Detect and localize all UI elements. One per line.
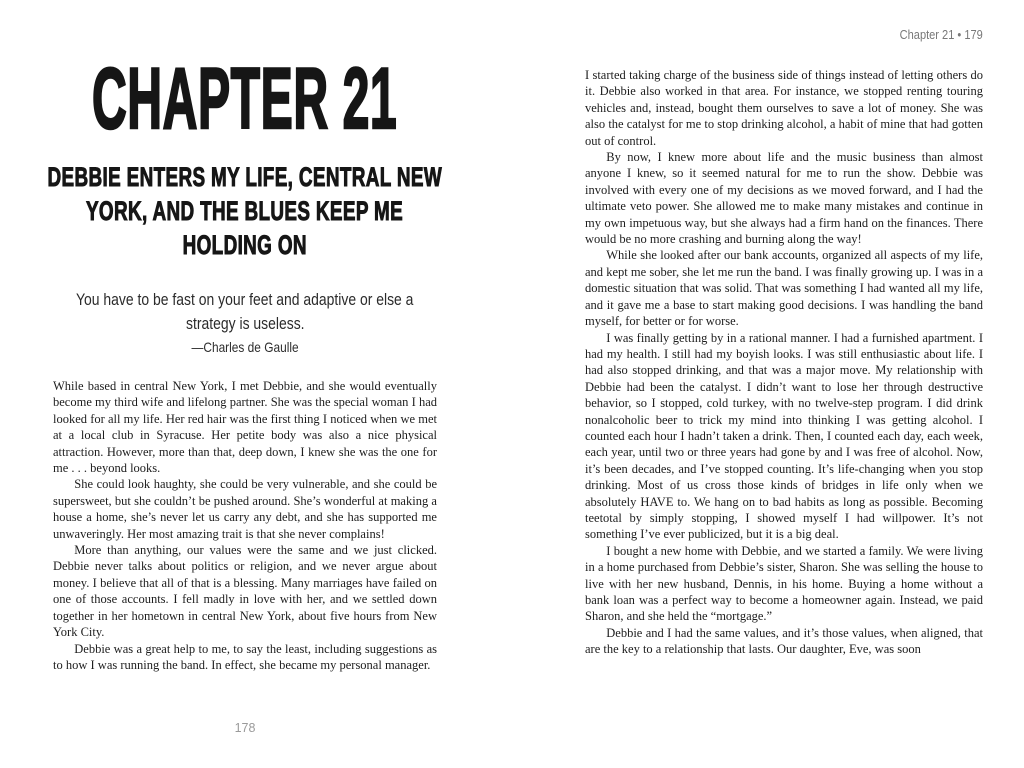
body-paragraph: While based in central New York, I met Debbie, and she would eventually become my third wife and lifelong partner. She was the special woman I had looked for all my life. Her red hair was the first thing I noticed when we met at a local club in Syracuse. Her petite body was also a nice physical attraction. However, more than that, deep down, I knew she was the one for me . . . beyond looks. <box>53 379 437 476</box>
running-header: Chapter 21 • 179 <box>899 27 983 42</box>
chapter-subtitle-line: YORK, AND THE BLUES KEEP ME <box>86 196 404 226</box>
body-paragraph: Debbie was a great help to me, to say the least, including suggestions as to how I was running the band. In effect, she became my personal manager. <box>53 641 437 672</box>
right-page-body <box>585 67 983 658</box>
body-paragraph: She could look haughty, she could be very vulnerable, and she could be supersweet, but she couldn’t be pushed around. She’s wonderful at making a house a home, she’s never let us carry any debt, and she has supported me unwaveringly. Her most amazing trait is that she never complains! <box>53 477 437 541</box>
body-paragraph: I bought a new home with Debbie, and we started a family. We were living in a home purchased from Debbie’s sister, Sharon. She was selling the house to live with her new husband, Dennis, in his home. Buying a home without a bank loan was a perfect way to become a homeowner again. Instead, we paid Sharon, and she held the “mortgage.” <box>585 543 983 624</box>
body-paragraph: By now, I knew more about life and the music business than almost anyone I knew, so it seemed natural for me to run the show. Debbie was involved with every one of my decisions as we moved forward, and I had the ultimate veto power. She allowed me to make many mistakes and continue in my own impetuous way, but she always had a firm hand on the finances. There would be no more crashing and burning along the way! <box>585 150 983 247</box>
body-paragraph: I was finally getting by in a rational manner. I had a furnished apartment. I had my health. I still had my boyish looks. I was still enthusiastic about life. I had also stopped drinking, and that was a major move. My relationship with Debbie had been the catalyst. I didn’t want to lose her through destructive behavior, so I stopped, cold turkey, with no twelve-step program. I did drink nonalcoholic beer to trick my mind into thinking I was getting alcohol. I counted each hour I hadn’t taken a drink. Then, I counted each day, each week, each year, until two or three years had gone by and I was free of alcohol. Now, it’s been decades, and I’ve stopped counting. It’s life-changing when you stop drinking. Most of us cross those kinds of bridges in life only when we absolutely HAVE to. We hang on to bad habits as long as possible. Becoming teetotal by simply stopping, I showed myself I had willpower. It’s not something I’ve ever publicized, but it is a big deal. <box>585 330 983 542</box>
epigraph-attribution-text: —Charles de Gaulle <box>191 339 299 355</box>
left-page-body <box>53 378 437 673</box>
right-page <box>585 0 983 768</box>
chapter-title <box>53 51 437 147</box>
chapter-subtitle-line: HOLDING ON <box>182 230 308 260</box>
left-page <box>47 0 443 768</box>
chapter-subtitle-line: DEBBIE ENTERS MY LIFE, CENTRAL NEW <box>47 162 443 192</box>
epigraph-quote <box>53 288 437 336</box>
epigraph-line: strategy is useless. <box>185 314 305 333</box>
chapter-subtitle <box>47 160 443 262</box>
body-paragraph: Debbie and I had the same values, and it’s those values, when aligned, that are the key to a relationship that lasts. Our daughter, Eve, was soon <box>585 625 983 657</box>
page-number-folio: 178 <box>234 721 256 735</box>
chapter-title-text: CHAPTER 21 <box>92 51 398 147</box>
epigraph-attribution <box>53 338 437 356</box>
body-paragraph: While she looked after our bank accounts, organized all aspects of my life, and kept me sober, she let me run the band. I was finally growing up. I was in a domestic situation that was solid. That was something I had wanted all my life, and it gave me a base to start making good decisions. I was handling the band myself, for better or for worse. <box>585 248 983 329</box>
epigraph-line: You have to be fast on your feet and adaptive or else a <box>76 290 414 309</box>
body-paragraph: More than anything, our values were the same and we just clicked. Debbie never talks about politics or religion, and we never argue about money. I believe that all of that is a blessing. Many marriages have failed on one of those accounts. I fell madly in love with her, and we settled down together in her hometown in central New York, about five hours from New York City. <box>53 543 437 640</box>
body-paragraph: I started taking charge of the business side of things instead of letting others do it. Debbie also worked in that area. For instance, we stopped renting touring vehicles and, instead, bought them ourselves to save a lot of money. She was also the catalyst for me to stop drinking alcohol, a habit of mine that had gotten out of control. <box>585 68 983 148</box>
